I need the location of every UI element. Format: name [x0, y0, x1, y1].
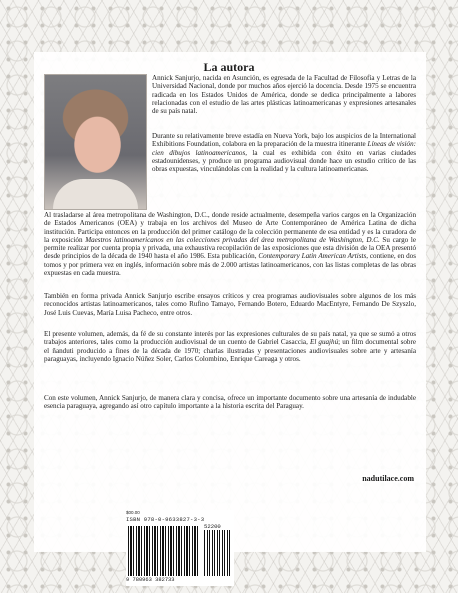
barcode-box — [126, 510, 234, 586]
paragraph-5: El presente volumen, además, da fé de su constante interés por las expresiones culturales de su país natal, ya que se sumó a otros trabajos anteriores, tales como la producción audiovisual de un cuento de Gabriel Casaccia, El guajhú; un film documental sobre el ñanduti producido a fines de la década de 1970; charlas ilustradas y presentaciones audiovisuales sobre arte y artesanía paraguayas, incluyendo Ignacio Núñez Soler, Carlos Colombino, Enrique Careaga y otros. — [44, 330, 416, 363]
paragraph-3: Al trasladarse al área metropolitana de Washington, D.C., donde reside actualmente, desempeña varios cargos en la Organización de Estados Americanos (OEA) y trabaja en los archivos del Museo de Arte Contemporáneo de América Latina de dicha institución. Participa entonces en la producción del primer catálogo de la colección permanente de esa entidad y es la curadora de la exposición Maestros latinoamericanos en las colecciones privadas del área metropolitana de Washington, D.C. Su cargo le permite realizar por cuenta propia y privada, una exhaustiva recopilación de las exposiciones que esta división de la OEA presentó desde principios de la década de 1940 hasta el año 1986. Esta publicación, Contemporary Latin American Artists, contiene, en dos tomos y por primera vez en inglés, información sobre más de 2.000 artistas latinoamericanos, con las listas completas de las obras expuestas en cada muestra. — [44, 211, 417, 278]
author-photo — [44, 74, 147, 210]
barcode-addon-icon — [204, 530, 232, 576]
page-title: La autora — [203, 60, 255, 74]
author-photo-shoulders — [53, 179, 138, 209]
paragraph-4: También en forma privada Annick Sanjurjo escribe ensayos críticos y crea programas audiovisuales sobre algunos de los más reconocidos artistas latinoamericanos, tales como Rufino Tamayo, Fernando Botero, Eduardo MacEntyre, Fernando De Szyszlo, José Luis Cuevas, María Luisa Pacheco, entre otros. — [44, 292, 416, 317]
isbn-label: ISBN 978-0-9633827-3-3 — [126, 516, 205, 523]
paragraph-6: Con este volumen, Annick Sanjurjo, de manera clara y concisa, ofrece un importante documento sobre una artesanía de indudable esencia paraguaya, agregando así otro capítulo importante a la historia escrita del Paraguay. — [44, 394, 416, 411]
barcode-addon-label: 52200 — [204, 523, 221, 530]
paragraph-1: Annick Sanjurjo, nacida en Asunción, es egresada de la Facultad de Filosofía y Letras de la Universidad Nacional, donde por muchos años ejerció la docencia. Desde 1975 se encuentra radicada en los Estados Unidos de América, donde se dedica principalmente a labores relacionadas con el estudio de las artes plásticas latinoamericanas y expresiones artesanales de su país natal. — [152, 74, 416, 116]
website-link[interactable]: nadutilace.com — [362, 474, 414, 483]
barcode-digits: 9 780963 382733 — [126, 577, 175, 583]
paragraph-2: Durante su relativamente breve estadía en Nueva York, bajo los auspicios de la International Exhibitions Foundation, colabora en la preparación de la muestra itinerante Líneas de visión: cien dibujos latinoamericanos, la cual es exhibida con éxito en varias ciudades estadounidenses, y produce un programa audiovisual donde hace un estudio crítico de las obras expuestas, vinculándolas con la realidad y la cultura latinoamericanas. — [152, 132, 417, 174]
barcode-icon — [128, 526, 198, 576]
price-label: $00.00 — [126, 510, 140, 515]
